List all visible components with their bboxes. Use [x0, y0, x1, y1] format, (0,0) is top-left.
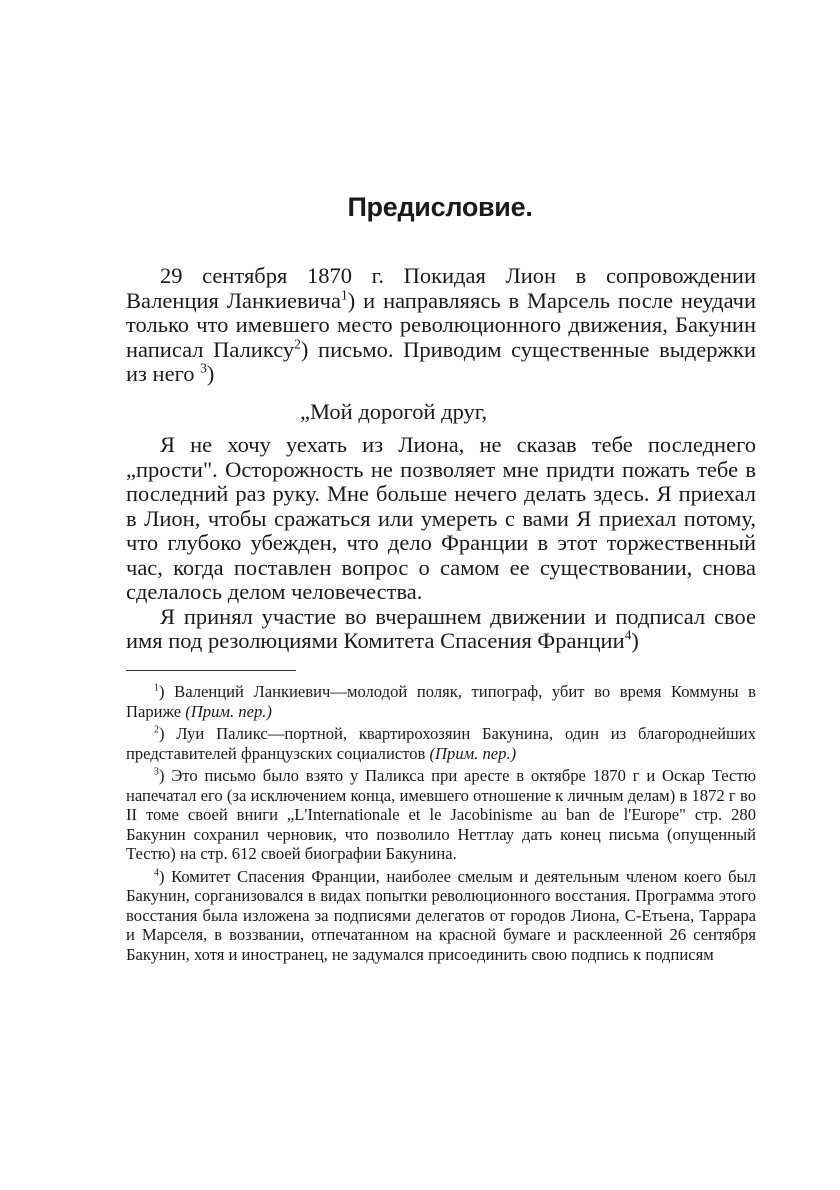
- footnote-1: $^1$) Валенций Ланкиевич—молодой поляк, типограф, убит во время Коммуны в Париже (Прим. пер.): [126, 682, 756, 721]
- footnote-ref-4: 4: [624, 627, 632, 643]
- paragraph-intro: 29 сентября 1870 г. Покидая Лион в сопровождении Валенция Ланкиевича$^1$) и направляясь в Марсель после неудачи только что имевшего место революционного движения, Бакунин написал Паликсу$^2$) письмо. Приводим существенные выдержки из него $^3$): [126, 263, 757, 386]
- page-title: Предисловие.: [347, 192, 533, 222]
- footnote-4: $^4$) Комитет Спасения Франции, наиболее смелым и деятельным членом коего был Бакунин, сорганизовался в видах попытки революционного восстания. Программа этого восстания была изложена за подписями делегатов от городов Лиона, С-Етьена, Таррара и Марселя, в воззвании, отпечатанном на красной бумаге и расклеенной 26 сентября Бакунин, хотя и иностранец, не задумался присоединить свою подпись к подписям: [126, 866, 756, 964]
- footnote-2: $^2$) Луи Паликс—портной, квартирохозяин Бакунина, один из благороднейших представителей французских социалистов (Прим. пер.): [126, 724, 756, 763]
- footnote-3: $^3$) Это письмо было взято у Паликса при аресте в октябре 1870 г и Оскар Тестю напечатал его (за исключением конца, имевшего отношение к личным делам) в 1872 г во II томе своей вниги „L'Internationale et le Jacobinisme au ban de l'Europe" стр. 280 Бакунин сохранил черновик, что позволило Неттлау дать конец письма (опущенный Тестю) на стр. 612 своей биографии Бакунина.: [126, 766, 756, 863]
- footnote-ref-2: 2: [294, 336, 301, 351]
- letter-greeting: „Мой дорогой друг,: [300, 398, 488, 424]
- footnote-divider: [126, 670, 296, 671]
- main-text: [126, 264, 756, 654]
- letter-paragraph-2: Я принял участие во вчерашнем движении и подписал свое имя под резолюциями Комитета Спасения Франции$^4$): [126, 603, 756, 653]
- footnote-ref-3: 3: [200, 360, 207, 376]
- letter-paragraph-1: Я не хочу уехать из Лиона, не сказав тебе последнего „прости". Осторожность не позволяет мне придти пожать тебе в последний раз руку. Мне больше нечего делать здесь. Я приехал в Лион, чтобы сражаться или умереть с вами Я приехал потому, что глубоко убежден, что дело Франции в этот торжественный час, когда поставлен вопрос о самом ее существовании, снова сделалось делом человечества.: [126, 432, 756, 604]
- footnote-ref-1: 1: [341, 287, 348, 302]
- footnotes: [126, 682, 756, 967]
